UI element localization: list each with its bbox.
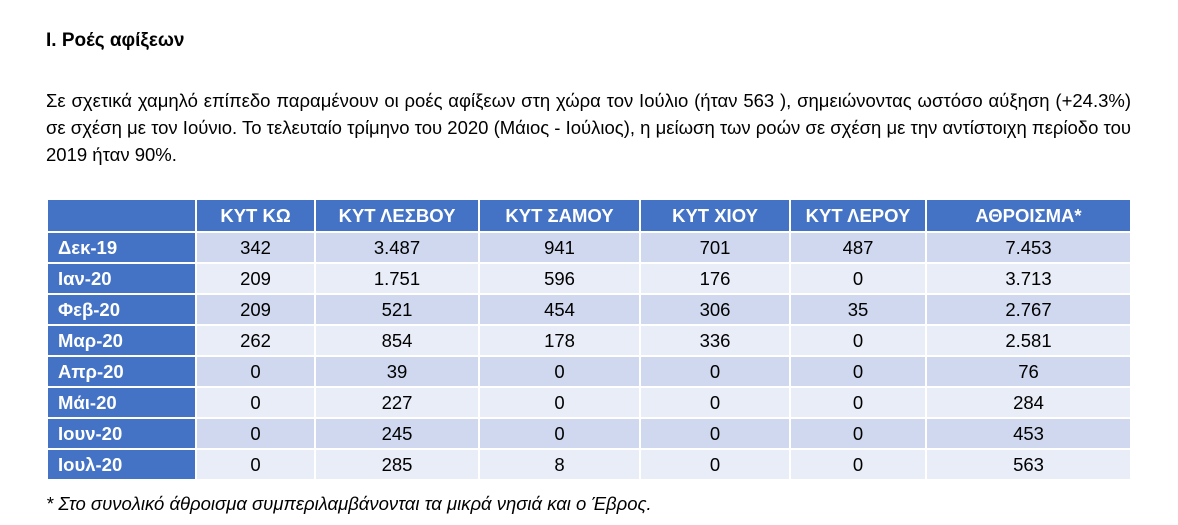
intro-paragraph: Σε σχετικά χαμηλό επίπεδο παραμένουν οι ροές αφίξεων στη χώρα τον Ιούλιο (ήταν 563 ), σημειώνοντας ωστόσο αύξηση (+24.3%) σε σχέση με τον Ιούνιο. Το τελευταίο τρίμηνο του 2020 (Μάιος - Ιούλιος), η μείωση των ροών σε σχέση με την αντίστοιχη περίοδο του 2019 ήταν 90%. — [46, 90, 1131, 165]
table-cell: 1.751 — [315, 263, 479, 294]
header-cell-samos: ΚΥΤ ΣΑΜΟΥ — [479, 199, 640, 232]
header-cell-leros: ΚΥΤ ΛΕΡΟΥ — [790, 199, 926, 232]
header-cell-lesvos: ΚΥΤ ΛΕΣΒΟΥ — [315, 199, 479, 232]
table-cell: 178 — [479, 325, 640, 356]
table-cell: 342 — [196, 232, 315, 263]
table-cell: 596 — [479, 263, 640, 294]
table-header — [47, 199, 1131, 232]
row-label-cell: Ιουν-20 — [47, 418, 196, 449]
table-cell: 563 — [926, 449, 1131, 480]
table-cell: 0 — [790, 387, 926, 418]
table-cell: 176 — [640, 263, 790, 294]
table-cell: 285 — [315, 449, 479, 480]
table-cell: 0 — [790, 263, 926, 294]
table-cell: 854 — [315, 325, 479, 356]
table-cell: 245 — [315, 418, 479, 449]
table-row — [47, 418, 1131, 449]
arrivals-table — [46, 198, 1132, 481]
table-cell: 0 — [640, 449, 790, 480]
row-label-cell: Ιουλ-20 — [47, 449, 196, 480]
table-cell: 306 — [640, 294, 790, 325]
table-cell: 336 — [640, 325, 790, 356]
row-label-cell: Μαρ-20 — [47, 325, 196, 356]
header-cell-empty — [47, 199, 196, 232]
table-cell: 0 — [790, 449, 926, 480]
table-cell: 487 — [790, 232, 926, 263]
table-cell: 76 — [926, 356, 1131, 387]
section-title: I. Ροές αφίξεων — [46, 30, 185, 51]
header-cell-chios: ΚΥΤ ΧΙΟΥ — [640, 199, 790, 232]
row-label-cell: Φεβ-20 — [47, 294, 196, 325]
row-label-cell: Ιαν-20 — [47, 263, 196, 294]
table-body — [47, 232, 1131, 480]
table-row — [47, 232, 1131, 263]
table-cell: 0 — [196, 418, 315, 449]
table-row — [47, 356, 1131, 387]
table-cell: 0 — [790, 418, 926, 449]
table-cell: 3.713 — [926, 263, 1131, 294]
table-cell: 3.487 — [315, 232, 479, 263]
table-row — [47, 387, 1131, 418]
table-cell: 8 — [479, 449, 640, 480]
table-cell: 227 — [315, 387, 479, 418]
table-cell: 0 — [196, 356, 315, 387]
table-cell: 0 — [196, 387, 315, 418]
row-label-cell: Δεκ-19 — [47, 232, 196, 263]
arrivals-table-container — [46, 198, 1132, 481]
table-cell: 7.453 — [926, 232, 1131, 263]
header-cell-ko: ΚΥΤ ΚΩ — [196, 199, 315, 232]
table-cell: 0 — [640, 387, 790, 418]
table-cell: 262 — [196, 325, 315, 356]
table-footnote: * Στο συνολικό άθροισμα συμπεριλαμβάνονται τα μικρά νησιά και ο Έβρος. — [46, 493, 652, 514]
table-row — [47, 325, 1131, 356]
table-cell: 209 — [196, 294, 315, 325]
table-cell: 2.581 — [926, 325, 1131, 356]
header-row — [47, 199, 1131, 232]
table-cell: 2.767 — [926, 294, 1131, 325]
table-cell: 454 — [479, 294, 640, 325]
table-row — [47, 294, 1131, 325]
table-cell: 0 — [790, 356, 926, 387]
table-cell: 0 — [640, 356, 790, 387]
table-cell: 0 — [479, 356, 640, 387]
table-row — [47, 449, 1131, 480]
table-row — [47, 263, 1131, 294]
table-cell: 39 — [315, 356, 479, 387]
table-cell: 209 — [196, 263, 315, 294]
table-cell: 0 — [790, 325, 926, 356]
table-cell: 453 — [926, 418, 1131, 449]
table-cell: 0 — [479, 418, 640, 449]
row-label-cell: Απρ-20 — [47, 356, 196, 387]
row-label-cell: Μάι-20 — [47, 387, 196, 418]
table-cell: 521 — [315, 294, 479, 325]
header-cell-total: ΑΘΡΟΙΣΜΑ* — [926, 199, 1131, 232]
table-cell: 0 — [479, 387, 640, 418]
table-cell: 0 — [640, 418, 790, 449]
table-cell: 35 — [790, 294, 926, 325]
table-cell: 701 — [640, 232, 790, 263]
table-cell: 941 — [479, 232, 640, 263]
table-cell: 284 — [926, 387, 1131, 418]
table-cell: 0 — [196, 449, 315, 480]
